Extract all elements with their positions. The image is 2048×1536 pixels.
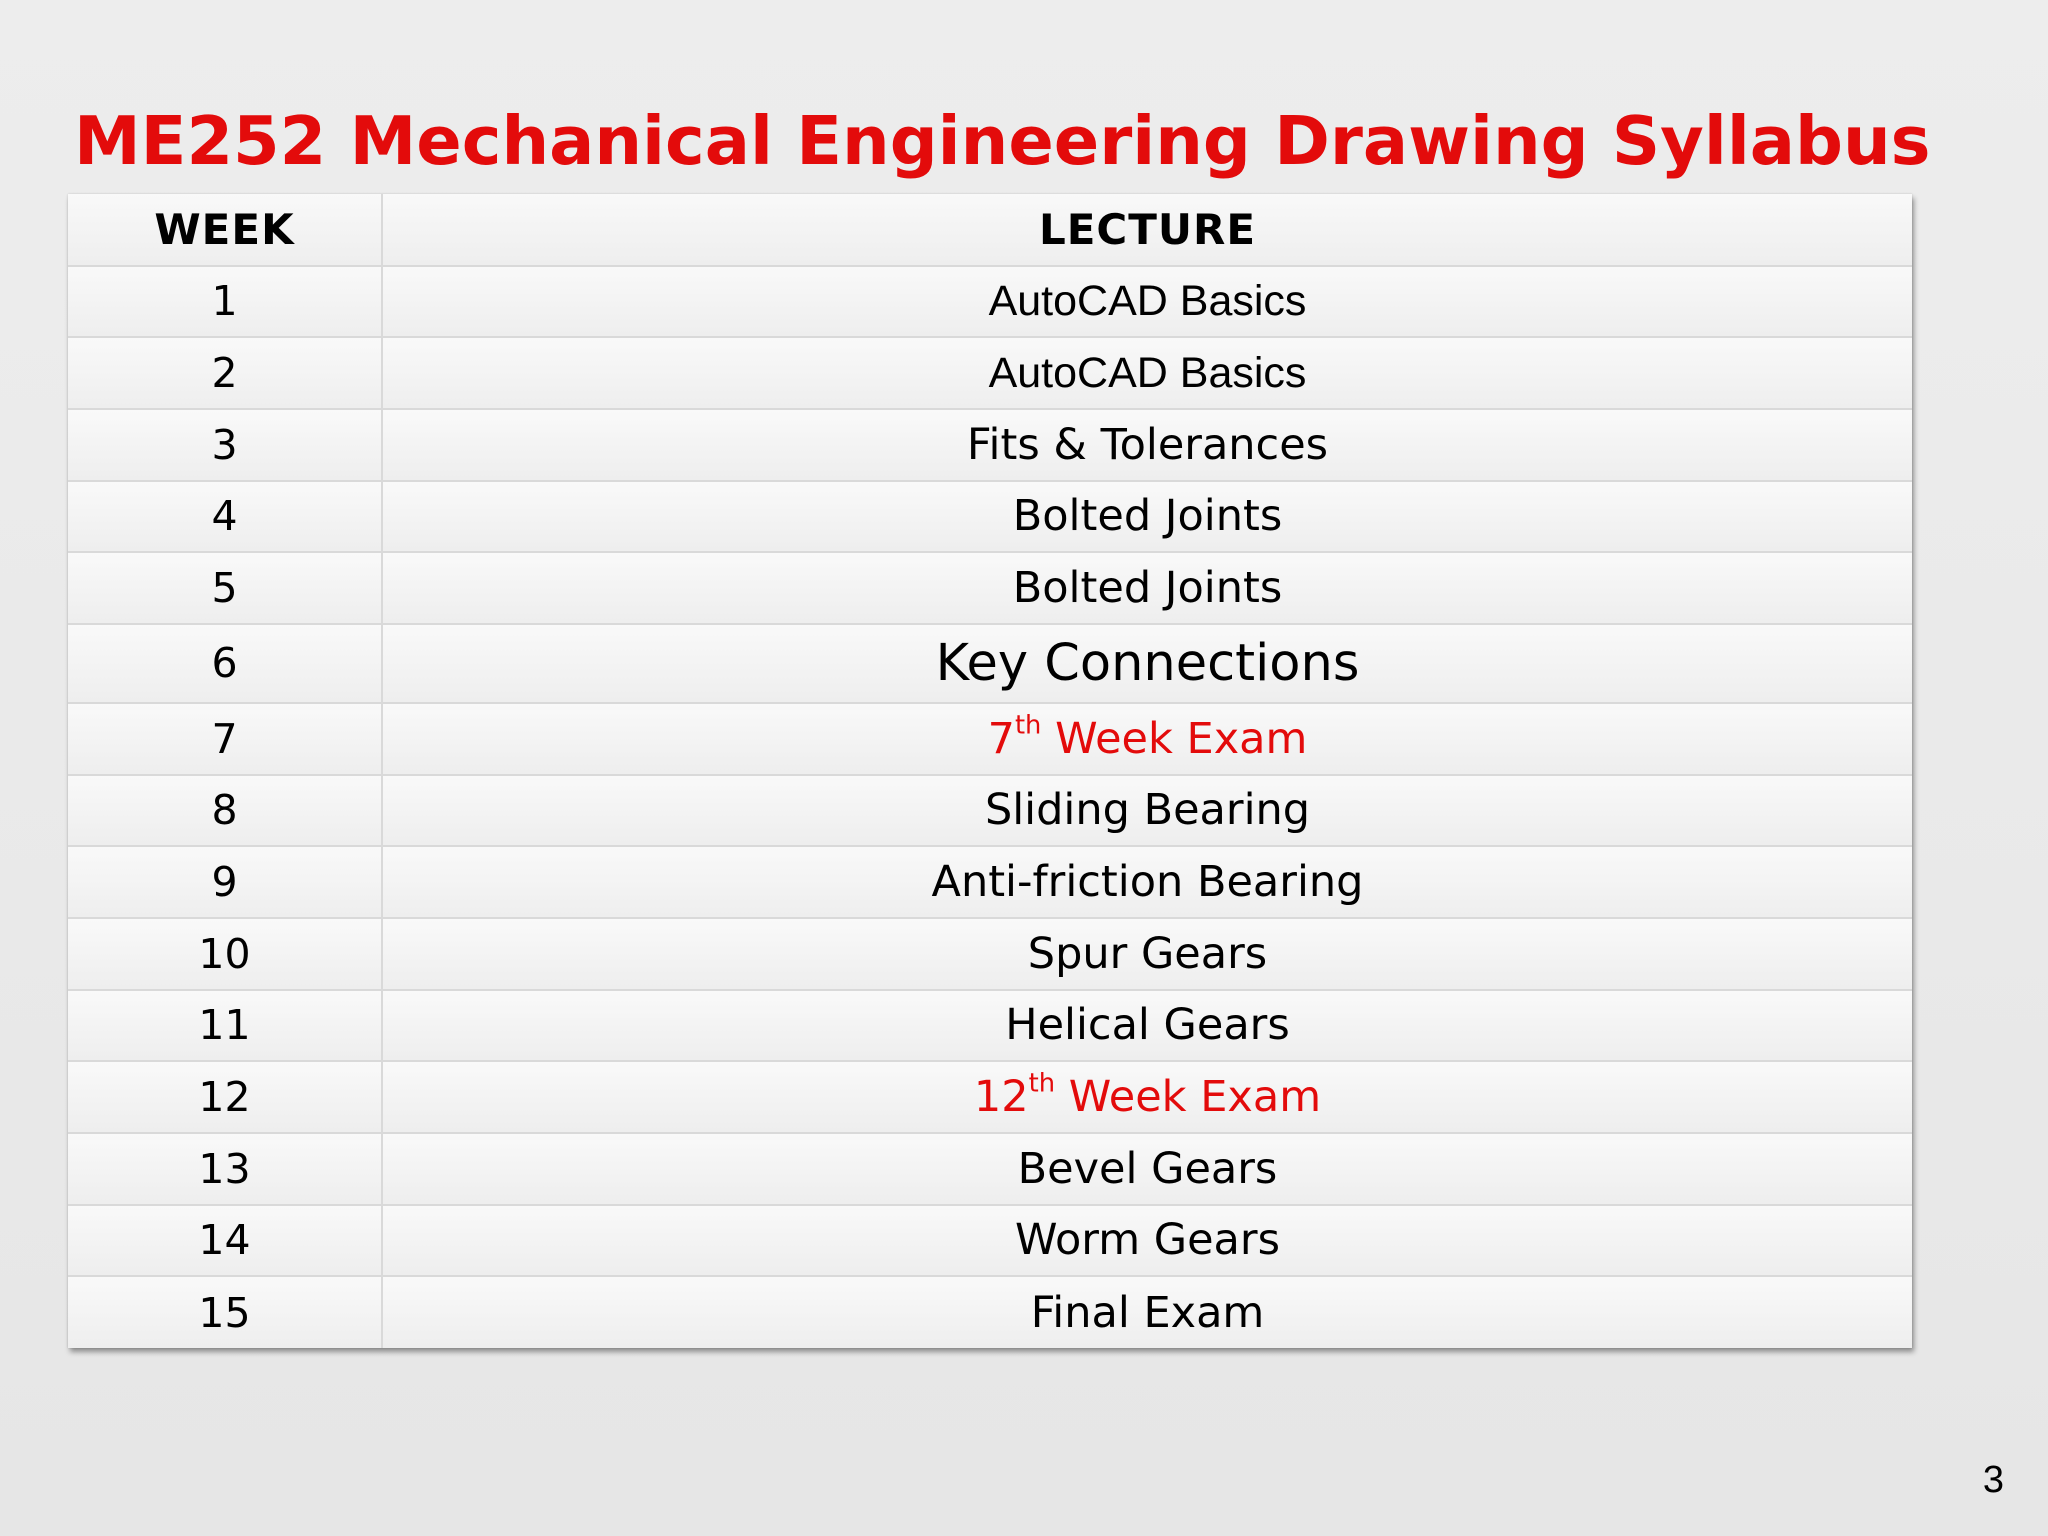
lecture-topic: Key Connections [382,624,1912,703]
table-row [68,703,1912,775]
lecture-topic: AutoCAD Basics [382,337,1912,409]
week-number: 13 [68,1133,382,1205]
table-row [68,409,1912,481]
exam-lecture-topic [382,703,1912,775]
lecture-topic: Bolted Joints [382,552,1912,624]
lecture-topic: Sliding Bearing [382,775,1912,847]
syllabus-table-container [68,194,1912,1348]
exam-lecture-topic [382,1061,1912,1133]
syllabus-table [68,194,1912,1348]
lecture-topic: Bolted Joints [382,481,1912,553]
lecture-topic: Worm Gears [382,1205,1912,1277]
table-row [68,552,1912,624]
table-row [68,775,1912,847]
table-row [68,846,1912,918]
week-number: 11 [68,990,382,1062]
table-row [68,918,1912,990]
week-number: 15 [68,1276,382,1348]
lecture-column-header: LECTURE [382,194,1912,266]
week-number: 6 [68,624,382,703]
table-row [68,337,1912,409]
table-row [68,624,1912,703]
table-row [68,1276,1912,1348]
table-row [68,481,1912,553]
week-number: 14 [68,1205,382,1277]
ordinal-suffix: th [1014,710,1042,741]
table-row [68,1061,1912,1133]
lecture-topic: Fits & Tolerances [382,409,1912,481]
table-row [68,1133,1912,1205]
lecture-topic: Anti-friction Bearing [382,846,1912,918]
week-number: 1 [68,266,382,338]
week-column-header: WEEK [68,194,382,266]
lecture-topic: Spur Gears [382,918,1912,990]
ordinal-suffix: th [1028,1068,1056,1099]
page-number: 3 [1982,1459,2004,1501]
week-number: 5 [68,552,382,624]
table-row [68,1205,1912,1277]
exam-week-number: 12 [973,1072,1029,1123]
week-number: 9 [68,846,382,918]
exam-label: Week Exam [1055,1072,1322,1123]
week-number: 3 [68,409,382,481]
table-row [68,266,1912,338]
slide-title: ME252 Mechanical Engineering Drawing Syllabus [74,102,1931,180]
week-number: 10 [68,918,382,990]
table-header-row [68,194,1912,266]
lecture-topic: AutoCAD Basics [382,266,1912,338]
lecture-topic: Bevel Gears [382,1133,1912,1205]
week-number: 2 [68,337,382,409]
table-row [68,990,1912,1062]
exam-label: Week Exam [1041,713,1308,764]
week-number: 12 [68,1061,382,1133]
week-number: 8 [68,775,382,847]
lecture-topic: Helical Gears [382,990,1912,1062]
week-number: 7 [68,703,382,775]
exam-week-number: 7 [987,713,1015,764]
lecture-topic: Final Exam [382,1276,1912,1348]
week-number: 4 [68,481,382,553]
